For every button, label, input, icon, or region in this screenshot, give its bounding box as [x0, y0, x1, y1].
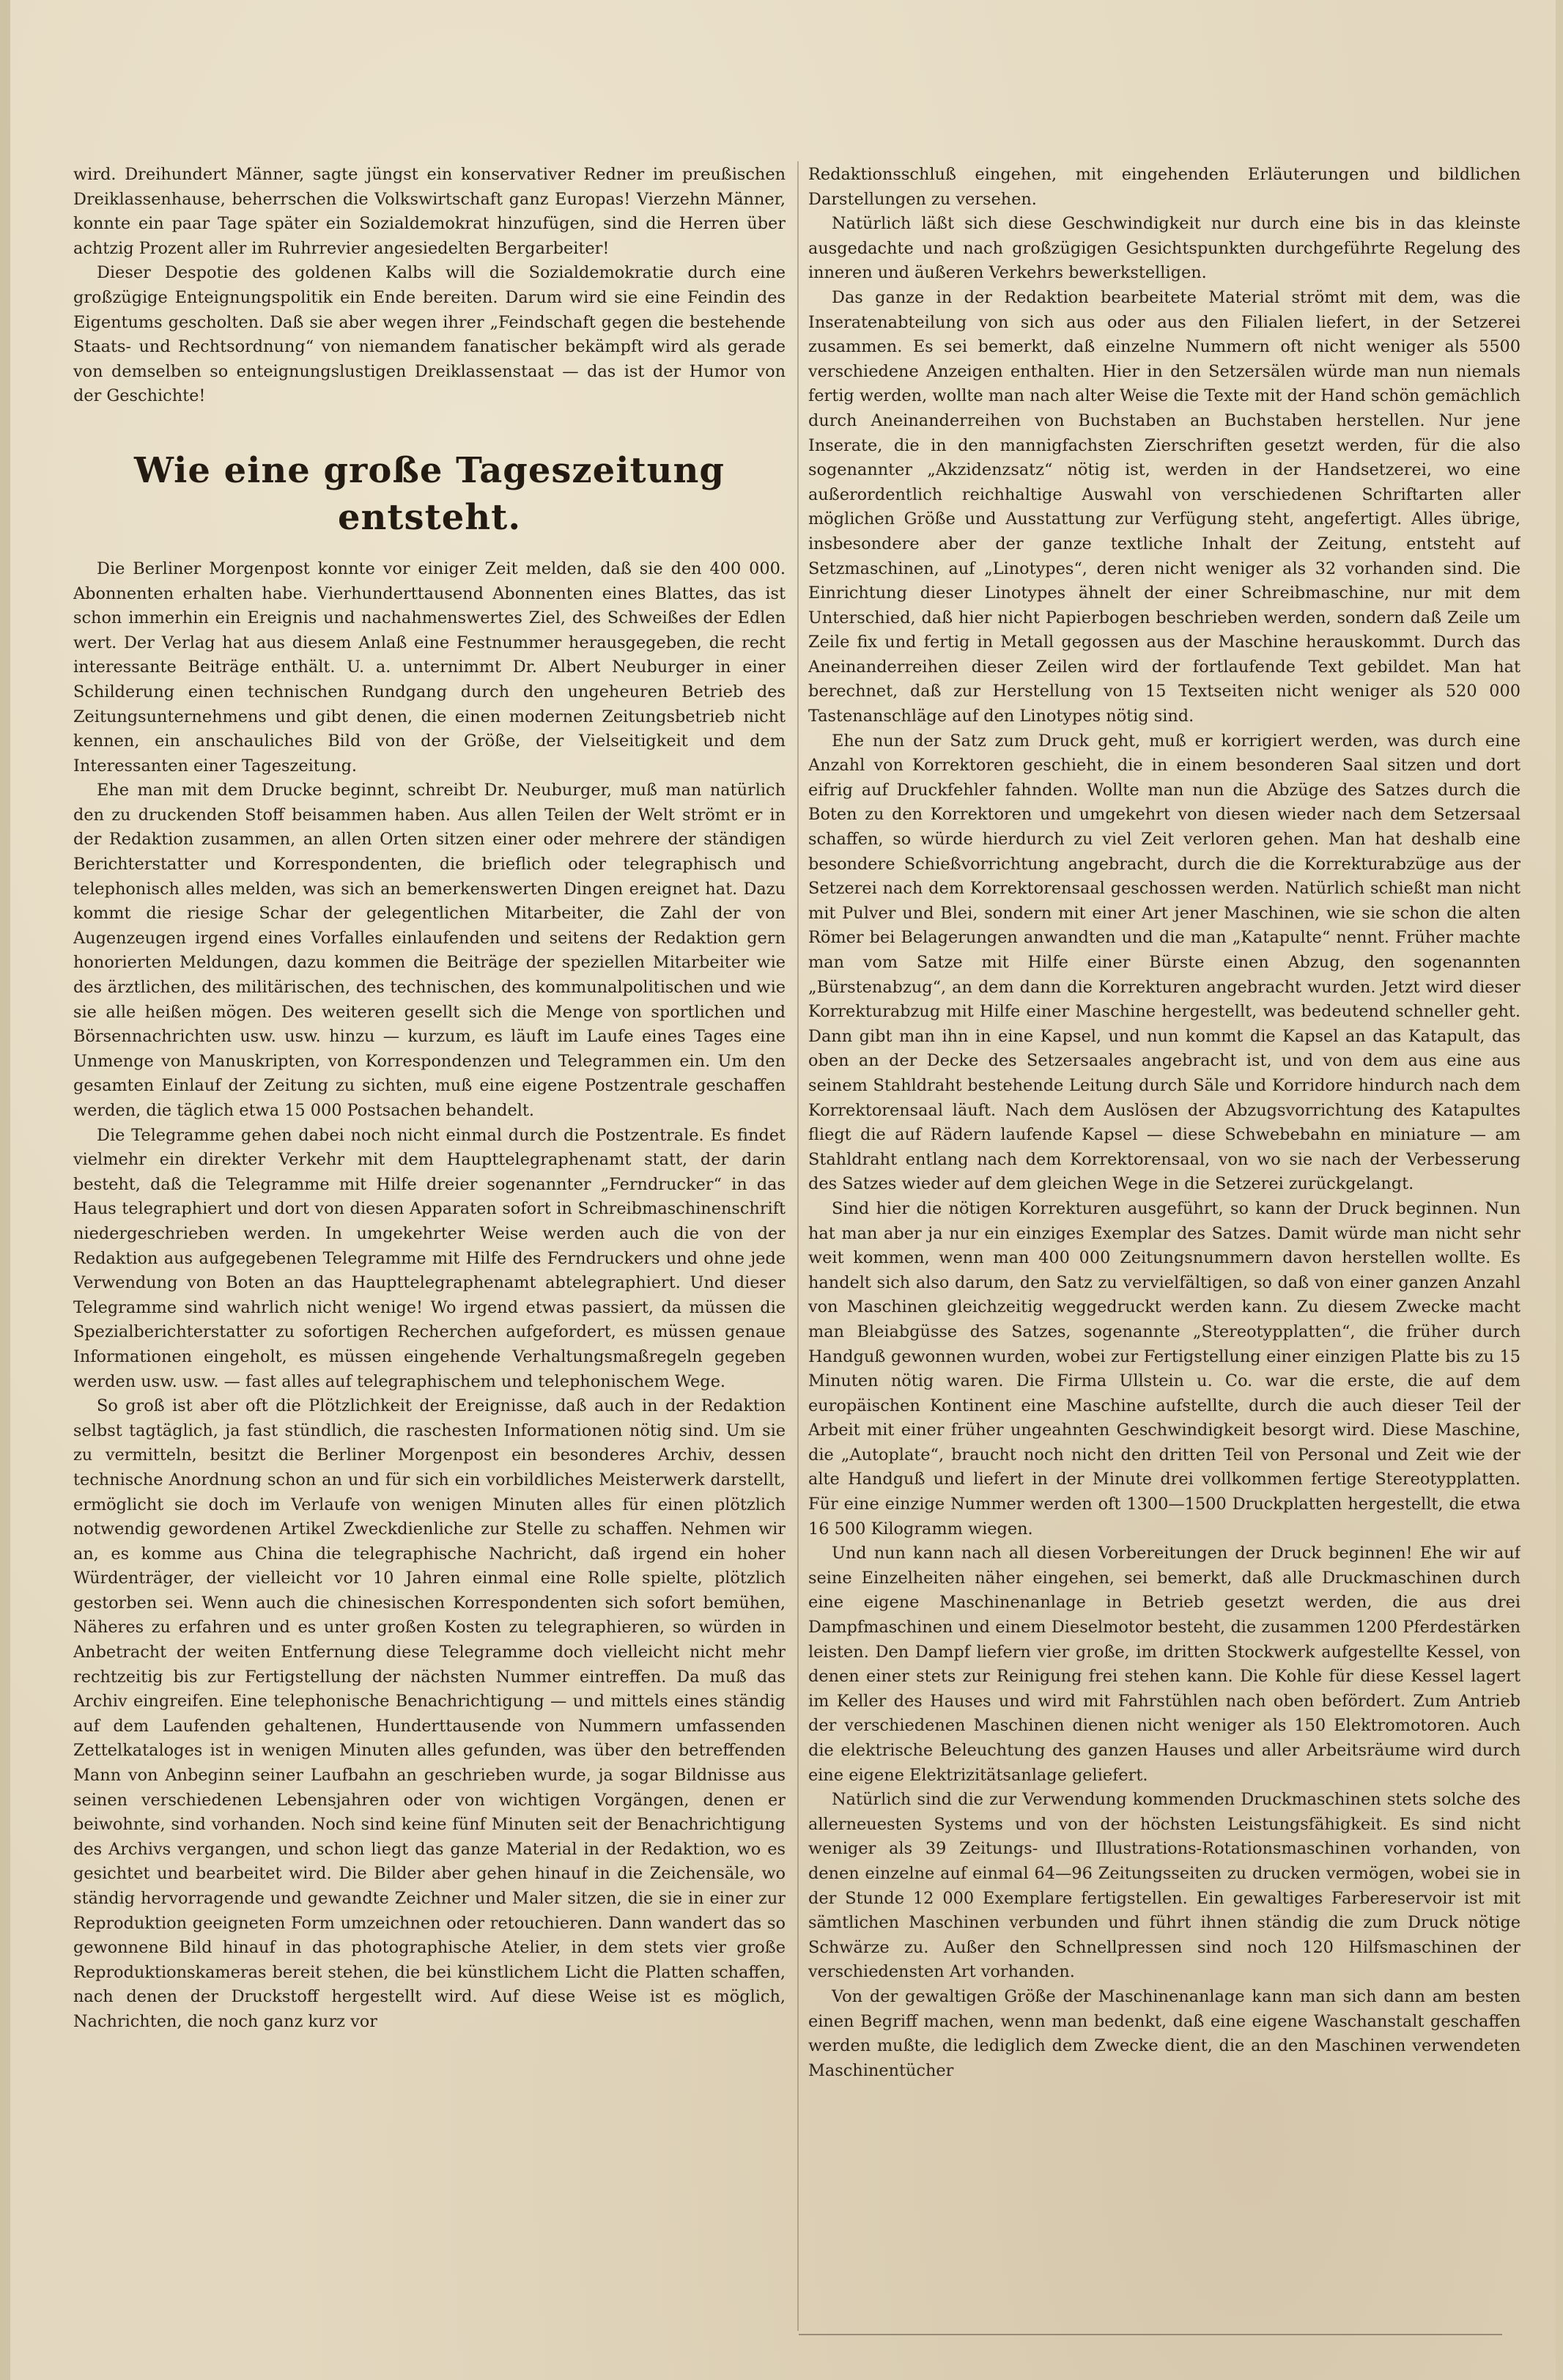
article-paragraph: Die Berliner Morgenpost konnte vor einiger Zeit melden, daß sie den 400 000. Abonnenten erhalten habe. Vierhunderttausend Abonnenten eines Blattes, das ist schon immerhin ein Ereignis und nachahmenswertes Ziel, des Schweißes der Edlen wert. Der Verlag hat aus diesem Anlaß eine Festnummer herausgegeben, die recht interessante Beiträge enthält. U. a. unternimmt Dr. Albert Neuburger in einer Schilderung einen technischen Rundgang durch den ungeheuren Betrieb des Zeitungsunternehmens und gibt denen, die einen modernen Zeitungsbetrieb nicht kennen, ein anschauliches Bild von der Größe, der Vielseitigkeit und dem Interessanten einer Tageszeitung. — [73, 559, 786, 775]
bottom-rule — [799, 2334, 1502, 2335]
article-paragraph: So groß ist aber oft die Plötzlichkeit der Ereignisse, daß auch in der Redaktion selbst tagtäglich, ja fast stündlich, die raschesten Informationen nötig sind. Um sie zu vermitteln, besitzt die Berliner Morgenpost ein besonderes Archiv, dessen technische Anordnung schon an und für sich ein vorbildliches Meisterwerk darstellt, ermöglicht sie doch im Verlaufe von wenigen Minuten alles für einen plötzlich notwendig gewordenen Artikel Zweckdienliche zur Stelle zu schaffen. Nehmen wir an, es komme aus China die telegraphische Nachricht, daß irgend ein hoher Würdenträger, der vielleicht vor 10 Jahren einmal eine Rolle spielte, plötzlich gestorben sei. Wenn auch die chinesischen Korrespondenten sich sofort bemühen, Näheres zu erfahren und es unter großen Kosten zu telegraphieren, so würden in Anbetracht der weiten Entfernung diese Telegramme doch vielleicht nicht mehr rechtzeitig bis zur Fertigstellung der nächsten Nummer eintreffen. Da muß das Archiv eingreifen. Eine telephonische Benachrichtigung — und mittels eines ständig auf dem Laufenden gehaltenen, Hunderttausende von Nummern umfassenden Zettelkataloges ist in wenigen Minuten alles gefunden, was über den betreffenden Mann von Anbeginn seiner Laufbahn an geschrieben wurde, ja sogar Bildnisse aus seinen verschiedenen Lebensjahren oder von wichtigen Vorgängen, denen er beiwohnte, sind vorhanden. Noch sind keine fünf Minuten seit der Benachrichtigung des Archivs vergangen, und schon liegt das ganze Material in der Redaktion, wo es gesichtet und bearbeitet wird. Die Bilder aber gehen hinauf in die Zeichensäle, wo ständig hervorragende und gewandte Zeichner und Maler sitzen, die sie in einer zur Reproduktion geeigneten Form umzeichnen oder retouchieren. Dann wandert das so gewonnene Bild hinauf in das photographische Atelier, in dem stets vier große Reproduktionskameras bereit stehen, die bei künstlichem Licht die Platten schaffen, nach denen der Druckstoff hergestellt wird. Auf diese Weise ist es möglich, Nachrichten, die noch ganz kurz vor — [73, 1396, 786, 2031]
article-headline: Wie eine große Tageszeitung entsteht. — [134, 449, 725, 538]
column-divider — [797, 161, 799, 2331]
article-paragraph: Natürlich läßt sich diese Geschwindigkeit nur durch eine bis in das kleinste ausgedachte und nach großzügigen Gesichtspunkten durchgeführte Regelung des inneren und äußeren Verkehrs bewerkstelligen. — [808, 214, 1520, 283]
left-column — [73, 163, 786, 2347]
article-paragraph: Die Telegramme gehen dabei noch nicht einmal durch die Postzentrale. Es findet vielmehr ein direkter Verkehr mit dem Haupttelegraphenamt statt, der darin besteht, daß die Telegramme mit Hilfe dreier sogenannter „Ferndrucker“ in das Haus telegraphiert und dort von diesen Apparaten sofort in Schreibmaschinenschrift niedergeschrieben werden. In umgekehrter Weise werden auch die von der Redaktion aus aufgegebenen Telegramme mit Hilfe des Ferndruckers und ohne jede Verwendung von Boten an das Haupttelegraphenamt abtelegraphiert. Und dieser Telegramme sind wahrlich nicht wenige! Wo irgend etwas passiert, da müssen die Spezialberichterstatter zu sofortigen Recherchen aufgefordert, es müssen genaue Informationen eingeholt, es müssen eingehende Verhaltungsmaßregeln gegeben werden usw. usw. — fast alles auf telegraphischem und telephonischem Wege. — [73, 1125, 786, 1391]
article-paragraph: Ehe nun der Satz zum Druck geht, muß er korrigiert werden, was durch eine Anzahl von Korrektoren geschieht, die in einem besonderen Saal sitzen und dort eifrig auf Druckfehler fahnden. Wollte man nun die Abzüge des Satzes durch die Boten zu den Korrektoren und umgekehrt von diesen wieder nach dem Setzersaal schaffen, so würde hierdurch zu viel Zeit verloren gehen. Man hat deshalb eine besondere Schießvorrichtung angebracht, durch die die Korrekturabzüge aus der Setzerei nach dem Korrektorensaal geschossen werden. Natürlich schießt man nicht mit Pulver und Blei, sondern mit einer Art jener Maschinen, wie sie schon die alten Römer bei Belagerungen anwandten und die man „Katapulte“ nennt. Früher machte man vom Satze mit Hilfe einer Bürste einen Abzug, den sogenannten „Bürstenabzug“, an dem dann die Korrekturen angebracht wurden. Jetzt wird dieser Korrekturabzug mit Hilfe einer Maschine hergestellt, was bedeutend schneller geht. Dann gibt man ihn in eine Kapsel, und nun kommt die Kapsel an das Katapult, das oben an der Decke des Setzersaales angebracht ist, und von dem aus eine aus seinem Stahldraht bestehende Leitung durch Säle und Korridore hindurch nach dem Korrektorensaal läuft. Nach dem Auslösen der Abzugsvorrichtung des Katapultes fliegt die auf Rädern laufende Kapsel — diese Schwebebahn en miniature — am Stahldraht entlang nach dem Korrektorensaal, von wo sie nach der Verbesserung des Satzes wieder auf dem gleichen Wege in die Setzerei zurückgelangt. — [808, 731, 1520, 1194]
article-paragraph: Ehe man mit dem Drucke beginnt, schreibt Dr. Neuburger, muß man natürlich den zu druckenden Stoff beisammen haben. Aus allen Teilen der Welt strömt er in der Redaktion zusammen, an allen Orten sitzen einer oder mehrere der ständigen Berichterstatter und Korrespondenten, die brieflich oder telegraphisch und telephonisch alles melden, was sich an bemerkenswerten Dingen ereignet hat. Dazu kommt die riesige Schar der gelegentlichen Mitarbeiter, die Zahl der von Augenzeugen irgend eines Vorfalles einlaufenden und seitens der Redaktion gern honorierten Meldungen, dazu kommen die Beiträge der speziellen Mitarbeiter wie des ärztlichen, des militärischen, des technischen, des kommunalpolitischen und wie sie alle heißen mögen. Des weiteren gesellt sich die Menge von sportlichen und Börsennachrichten usw. usw. hinzu — kurzum, es läuft im Laufe eines Tages eine Unmenge von Manuskripten, von Korrespondenzen und Telegrammen ein. Um den gesamten Einlauf der Zeitung zu sichten, muß eine eigene Postzentrale geschaffen werden, die täglich etwa 15 000 Postsachen behandelt. — [73, 781, 786, 1120]
article-paragraph: Von der gewaltigen Größe der Maschinenanlage kann man sich dann am besten einen Begriff machen, wenn man bedenkt, daß eine eigene Waschanstalt geschaffen werden mußte, die lediglich dem Zwecke dient, die an den Maschinen verwendeten Maschinentücher — [808, 1986, 1520, 2080]
article-paragraph: Und nun kann nach all diesen Vorbereitungen der Druck beginnen! Ehe wir auf seine Einzelheiten näher eingehen, sei bemerkt, daß alle Druckmaschinen durch eine eigene Maschinenanlage in Betrieb gesetzt werden, die aus drei Dampfmaschinen und einem Dieselmotor besteht, die zusammen 1200 Pferdestärken leisten. Den Dampf liefern vier große, im dritten Stockwerk aufgestellte Kessel, von denen einer stets zur Reinigung frei stehen kann. Die Kohle für diese Kessel lagert im Keller des Hauses und wird mit Fahrstühlen nach oben befördert. Zum Antrieb der verschiedenen Maschinen dienen nicht weniger als 150 Elektromotoren. Auch die elektrische Beleuchtung des ganzen Hauses und aller Arbeitsräume wird durch eine eigene Elektrizitätsanlage geliefert. — [808, 1544, 1520, 1785]
article-top-paragraph-2: Dieser Despotie des goldenen Kalbs will die Sozialdemokratie durch eine großzügige Enteignungspolitik ein Ende bereiten. Darum wird sie eine Feindin des Eigentums gescholten. Daß sie aber wegen ihrer „Feindschaft gegen die bestehende Staats- und Rechtsordnung“ von niemandem fanatischer bekämpft wird als gerade von demselben so enteignungslustigen Dreiklassenstaat — das ist der Humor von der Geschichte! — [73, 263, 786, 406]
article-paragraph: Redaktionsschluß eingehen, mit eingehenden Erläuterungen und bildlichen Darstellungen zu versehen. — [808, 165, 1520, 209]
article-paragraph: Das ganze in der Redaktion bearbeitete Material strömt mit dem, was die Inseratenabteilung von sich aus oder aus den Filialen liefert, in der Setzerei zusammen. Es sei bemerkt, daß einzelne Nummern oft nicht weniger als 5500 verschiedene Anzeigen enthalten. Hier in den Setzersälen würde man nun niemals fertig werden, wollte man nach alter Weise die Texte mit der Hand schön gemächlich durch Aneinanderreihen von Buchstaben an Buchstaben herstellen. Nur jene Inserate, die in den mannigfachsten Zierschriften gesetzt werden, für die also sogenannter „Akzidenzsatz“ nötig ist, werden in der Handsetzerei, wo eine außerordentlich reichhaltige Auswahl von verschiedenen Schriftarten aller möglichen Größe und Ausstattung zur Verfügung steht, angefertigt. Alles übrige, insbesondere aber der ganze textliche Inhalt der Zeitung, entsteht auf Setzmaschinen, auf „Linotypes“, deren nicht weniger als 32 vorhanden sind. Die Einrichtung dieser Linotypes ähnelt der einer Schreibmaschine, nur mit dem Unterschied, daß hier nicht Papierbogen beschrieben werden, sondern daß Zeile um Zeile fix und fertig in Metall gegossen aus der Maschine herauskommt. Durch das Aneinanderreihen dieser Zeilen wird der fortlaufende Text gebildet. Man hat berechnet, daß zur Herstellung von 15 Textseiten nicht weniger als 520 000 Tastenanschläge auf den Linotypes nötig sind. — [808, 287, 1520, 726]
article-top-paragraph-1: wird. Dreihundert Männer, sagte jüngst ein konservativer Redner im preußischen Dreiklassenhause, beherrschen die Volkswirtschaft ganz Europas! Vierzehn Männer, konnte ein paar Tage später ein Sozialdemokrat hinzufügen, sind die Herren über achtzig Prozent aller im Ruhrrevier angesiedelten Bergarbeiter! — [73, 165, 786, 258]
article-paragraph: Natürlich sind die zur Verwendung kommenden Druckmaschinen stets solche des allerneuesten Systems und von der höchsten Leistungsfähigkeit. Es sind nicht weniger als 39 Zeitungs- und Illustrations-Rotationsmaschinen vorhanden, von denen einzelne auf einmal 64—96 Zeitungsseiten zu drucken vermögen, wobei sie in der Stunde 12 000 Exemplare fertigstellen. Ein gewaltiges Farbereservoir ist mit sämtlichen Maschinen verbunden und führt ihnen ständig die zum Druck nötige Schwärze zu. Außer den Schnellpressen sind noch 120 Hilfsmaschinen der verschiedensten Art vorhanden. — [808, 1790, 1520, 1982]
article-paragraph: Sind hier die nötigen Korrekturen ausgeführt, so kann der Druck beginnen. Nun hat man aber ja nur ein einziges Exemplar des Satzes. Damit würde man nicht sehr weit kommen, wenn man 400 000 Zeitungsnummern davon herstellen wollte. Es handelt sich also darum, den Satz zu vervielfältigen, so daß von einer ganzen Anzahl von Maschinen gleichzeitig weggedruckt werden kann. Zu diesem Zwecke macht man Bleiabgüsse des Satzes, sogenannte „Stereotypplatten“, die früher durch Handguß gewonnen wurden, wobei zur Fertigstellung einer einzigen Platte bis zu 15 Minuten nötig waren. Die Firma Ullstein u. Co. war die erste, die auf dem europäischen Kontinent eine Maschine aufstellte, durch die auch dieser Teil der Arbeit mit einer früher ungeahnten Geschwindigkeit besorgt wird. Diese Maschine, die „Autoplate“, braucht noch nicht den dritten Teil von Personal und Zeit wie der alte Handguß und liefert in der Minute drei vollkommen fertige Stereotypplatten. Für eine einzige Nummer werden oft 1300—1500 Druckplatten hergestellt, die etwa 16 500 Kilogramm wiegen. — [808, 1198, 1520, 1539]
right-column — [808, 163, 1520, 2347]
